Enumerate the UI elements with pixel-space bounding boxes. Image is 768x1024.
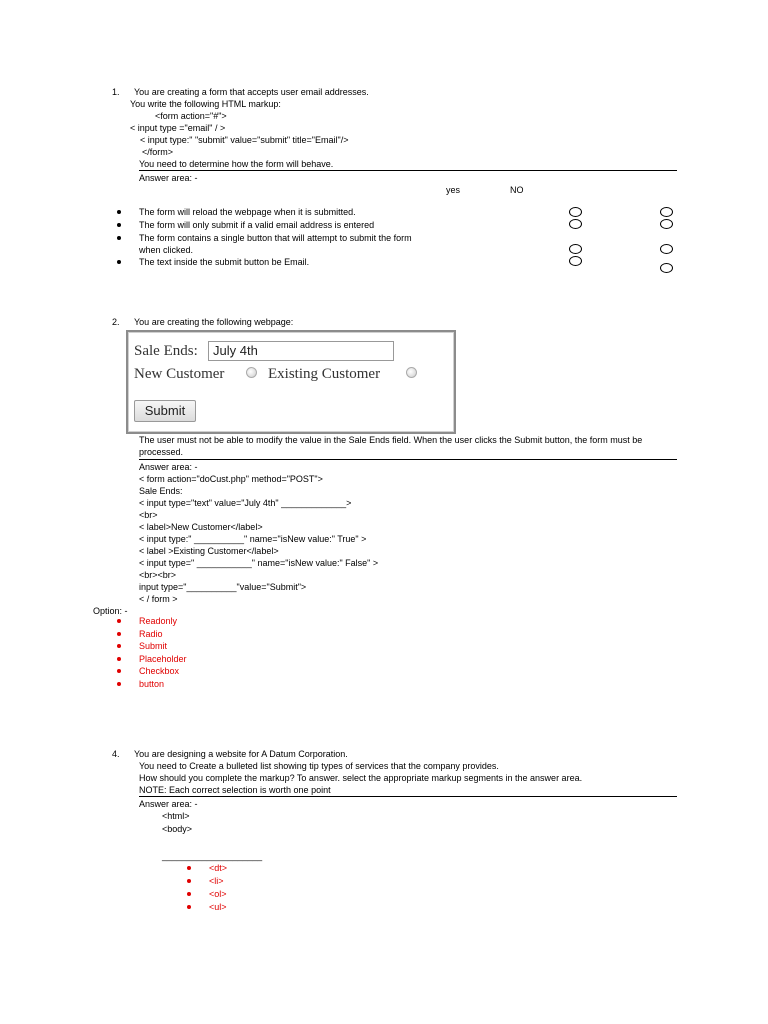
existing-customer-label: Existing Customer bbox=[268, 366, 381, 382]
q1-statement: The text inside the submit button be Email. bbox=[139, 257, 310, 267]
q1-line: You need to determine how the form will behave. bbox=[139, 159, 334, 169]
q2-option: Checkbox bbox=[139, 666, 180, 676]
bullet bbox=[187, 879, 191, 883]
q2-code-line: <br><br> bbox=[139, 570, 177, 580]
sale-ends-input[interactable]: July 4th bbox=[208, 341, 394, 361]
q1-answer-area: Answer area: - bbox=[139, 173, 198, 183]
q1-statement: The form will only submit if a valid email address is entered bbox=[139, 220, 375, 230]
q4-answer-area: Answer area: - bbox=[139, 799, 198, 809]
bullet bbox=[187, 866, 191, 870]
q2-code-line: < label >Existing Customer</label> bbox=[139, 546, 279, 556]
new-customer-radio[interactable] bbox=[246, 367, 257, 378]
q4-option: <dt> bbox=[209, 863, 228, 873]
bullet bbox=[117, 669, 121, 673]
bullet bbox=[117, 632, 121, 636]
q1-line: You write the following HTML markup: bbox=[130, 99, 281, 109]
q2-intro: You are creating the following webpage: bbox=[134, 317, 294, 327]
q4-option: <ul> bbox=[209, 902, 227, 912]
no-radio[interactable] bbox=[660, 263, 673, 273]
q1-yes-header: yes bbox=[446, 185, 461, 195]
q2-answer-area: Answer area: - bbox=[139, 462, 198, 472]
divider bbox=[139, 796, 677, 797]
q2-option: button bbox=[139, 679, 165, 689]
q4-line: How should you complete the markup? To answer. select the appropriate markup segments in the answer area. bbox=[139, 773, 583, 783]
q2-code-line: < label>New Customer</label> bbox=[139, 522, 263, 532]
q2-requirement: The user must not be able to modify the value in the Sale Ends field. When the user clicks the Submit button, the form must be bbox=[139, 435, 643, 445]
q4-blank[interactable]: ____________________ bbox=[162, 851, 263, 861]
yes-radio[interactable] bbox=[569, 244, 582, 254]
q1-no-header: NO bbox=[510, 185, 524, 195]
q4-option: <ol> bbox=[209, 889, 227, 899]
bullet bbox=[187, 892, 191, 896]
q2-code-line: input type="__________"value="Submit"> bbox=[139, 582, 307, 592]
bullet bbox=[117, 260, 121, 264]
q2-option-label: Option: - bbox=[93, 606, 128, 616]
q2-code-line: < form action="doCust.php" method="POST"> bbox=[139, 474, 323, 484]
no-radio[interactable] bbox=[660, 244, 673, 254]
q2-code-line: <br> bbox=[139, 510, 158, 520]
q2-code-line: < / form > bbox=[139, 594, 178, 604]
q2-option: Submit bbox=[139, 641, 168, 651]
q4-number: 4. bbox=[112, 749, 120, 759]
q2-requirement: processed. bbox=[139, 447, 184, 457]
q2-code-line: < input type=" ___________" name="isNew value:" False" > bbox=[139, 558, 379, 568]
q2-code-line: Sale Ends: bbox=[139, 486, 183, 496]
q1-code-line: < input type:" "submit" value="submit" title="Email"/> bbox=[140, 135, 349, 145]
bullet bbox=[187, 905, 191, 909]
q4-line: You are designing a website for A Datum Corporation. bbox=[134, 749, 348, 759]
divider bbox=[139, 459, 677, 460]
divider bbox=[139, 170, 677, 171]
q4-note: NOTE: Each correct selection is worth one point bbox=[139, 785, 331, 795]
yes-radio[interactable] bbox=[569, 219, 582, 229]
q4-code-line: <body> bbox=[162, 824, 193, 834]
bullet bbox=[117, 644, 121, 648]
yes-radio[interactable] bbox=[569, 207, 582, 217]
bullet bbox=[117, 682, 121, 686]
yes-radio[interactable] bbox=[569, 256, 582, 266]
q4-code-line: <html> bbox=[162, 811, 190, 821]
q4-line: You need to Create a bulleted list showing tip types of services that the company provides. bbox=[139, 761, 499, 771]
q2-code-line: < input type:" __________" name="isNew value:" True" > bbox=[139, 534, 367, 544]
bullet bbox=[117, 619, 121, 623]
bullet bbox=[117, 657, 121, 661]
bullet bbox=[117, 236, 121, 240]
no-radio[interactable] bbox=[660, 219, 673, 229]
q2-option: Placeholder bbox=[139, 654, 187, 664]
bullet bbox=[117, 223, 121, 227]
q1-line: You are creating a form that accepts user email addresses. bbox=[134, 87, 369, 97]
q2-number: 2. bbox=[112, 317, 120, 327]
q2-code-line: < input type="text" value="July 4th" _____________> bbox=[139, 498, 352, 508]
q2-option: Readonly bbox=[139, 616, 178, 626]
new-customer-label: New Customer bbox=[134, 366, 225, 382]
sale-ends-label: Sale Ends: bbox=[134, 343, 198, 359]
q1-statement: The form will reload the webpage when it is submitted. bbox=[139, 207, 356, 217]
q1-statement: when clicked. bbox=[139, 245, 194, 255]
webpage-screenshot bbox=[126, 330, 456, 434]
no-radio[interactable] bbox=[660, 207, 673, 217]
q4-option: <li> bbox=[209, 876, 224, 886]
q1-code-line: < input type ="email" / > bbox=[130, 123, 226, 133]
q1-code-line: <form action="#"> bbox=[155, 111, 227, 121]
q1-statement: The form contains a single button that will attempt to submit the form bbox=[139, 233, 412, 243]
bullet bbox=[117, 210, 121, 214]
existing-customer-radio[interactable] bbox=[406, 367, 417, 378]
q2-option: Radio bbox=[139, 629, 163, 639]
q1-number: 1. bbox=[112, 87, 120, 97]
q1-code-line: </form> bbox=[142, 147, 174, 157]
submit-button[interactable]: Submit bbox=[134, 400, 196, 422]
